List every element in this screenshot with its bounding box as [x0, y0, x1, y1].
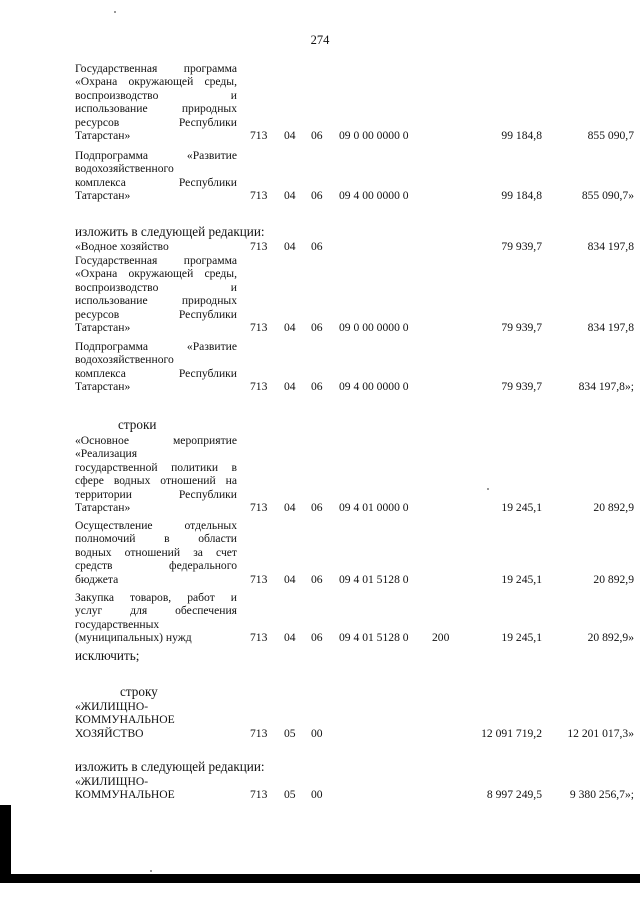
cell-sum2: 9 380 256,7»;	[569, 788, 634, 802]
description-line: Государственная программа	[75, 62, 237, 75]
cell-code: 713	[250, 631, 268, 645]
description-line: средств федерального	[75, 559, 237, 573]
cell-code: 713	[250, 572, 268, 586]
description-line: Подпрограмма «Развитие	[75, 149, 237, 162]
cell-sum1: 12 091 719,2	[481, 726, 542, 740]
cell-sum1: 79 939,7	[501, 240, 542, 253]
row-description	[75, 591, 237, 645]
cell-rz: 04	[284, 380, 296, 394]
description-line: услуг для обеспечения	[75, 604, 237, 618]
description-line: комплекса Республики	[75, 366, 237, 380]
cell-pr: 06	[311, 631, 323, 645]
cell-pr: 06	[311, 240, 323, 253]
description-line: «Основное мероприятие	[75, 434, 237, 447]
description-line: «Реализация	[75, 447, 138, 461]
description-line: использование природных	[75, 102, 237, 116]
row-description	[75, 62, 237, 142]
description-line: воспроизводство и	[75, 88, 237, 102]
description-line: водохозяйственного	[75, 162, 174, 176]
cell-code: 713	[250, 321, 268, 334]
cell-sum2: 20 892,9	[593, 501, 634, 514]
description-line: водохозяйственного	[75, 353, 174, 367]
cell-code: 713	[250, 501, 268, 514]
cell-rz: 04	[284, 240, 296, 253]
scan-border-left	[0, 805, 11, 883]
description-line: Татарстан»	[75, 129, 131, 143]
description-line: ресурсов Республики	[75, 115, 237, 129]
description-line: «Охрана окружающей среды,	[75, 267, 237, 281]
description-line: комплекса Республики	[75, 175, 237, 189]
cell-sum1: 19 245,1	[501, 572, 542, 586]
description-line: «ЖИЛИЩНО-	[75, 775, 149, 788]
cell-csr: 09 0 00 0000 0	[339, 129, 409, 142]
cell-rz: 04	[284, 501, 296, 514]
cell-pr: 00	[311, 788, 323, 802]
description-line: водных отношений за счет	[75, 545, 237, 559]
cell-csr: 09 0 00 0000 0	[339, 321, 409, 334]
scan-border-bottom	[0, 874, 640, 883]
cell-sum2: 834 197,8	[587, 240, 634, 253]
row-description	[75, 340, 237, 394]
cell-pr: 06	[311, 321, 323, 334]
description-line: Осуществление отдельных	[75, 519, 237, 532]
cell-code: 713	[250, 240, 268, 253]
cell-rz: 05	[284, 726, 296, 740]
cell-sum1: 79 939,7	[501, 321, 542, 334]
cell-pr: 06	[311, 129, 323, 142]
description-line: Закупка товаров, работ и	[75, 591, 237, 604]
instruction-label: исключить;	[75, 648, 140, 663]
description-line: сфере водных отношений на	[75, 474, 237, 488]
cell-code: 713	[250, 129, 268, 142]
cell-sum1: 99 184,8	[501, 189, 542, 203]
instruction-label: изложить в следующей редакции:	[75, 759, 265, 774]
description-line: использование природных	[75, 294, 237, 308]
row-description	[75, 519, 237, 586]
cell-csr: 09 4 01 5128 0	[339, 631, 409, 645]
description-line: Татарстан»	[75, 501, 131, 515]
cell-csr: 09 4 01 0000 0	[339, 501, 409, 514]
description-line: Татарстан»	[75, 189, 131, 203]
instruction-label: изложить в следующей редакции:	[75, 224, 265, 239]
description-line: Татарстан»	[75, 321, 131, 335]
description-line: полномочий в области	[75, 532, 237, 546]
cell-pr: 06	[311, 380, 323, 394]
cell-csr: 09 4 00 0000 0	[339, 380, 409, 394]
cell-sum2: 855 090,7	[587, 129, 634, 142]
cell-pr: 06	[311, 501, 323, 514]
description-line: государственных	[75, 617, 160, 631]
cell-rz: 04	[284, 321, 296, 334]
description-line: ресурсов Республики	[75, 307, 237, 321]
cell-rz: 04	[284, 572, 296, 586]
row-description	[75, 149, 237, 203]
cell-sum2: 855 090,7»	[581, 189, 634, 203]
cell-sum1: 8 997 249,5	[486, 788, 542, 802]
row-description	[75, 254, 237, 334]
cell-sum1: 79 939,7	[501, 380, 542, 394]
cell-sum1: 19 245,1	[501, 501, 542, 514]
row-description	[75, 240, 237, 253]
description-line: Татарстан»	[75, 380, 131, 394]
description-line: Подпрограмма «Развитие	[75, 340, 237, 353]
cell-code: 713	[250, 726, 268, 740]
cell-pr: 00	[311, 726, 323, 740]
scan-speck	[487, 488, 489, 490]
cell-sum2: 20 892,9	[593, 572, 634, 586]
row-description	[75, 775, 237, 802]
cell-sum2: 834 197,8»;	[578, 380, 634, 394]
instruction-label: строку	[120, 684, 158, 699]
description-line: территории Республики	[75, 487, 237, 501]
description-line: Государственная программа	[75, 254, 237, 267]
cell-code: 713	[250, 380, 268, 394]
cell-sum2: 12 201 017,3»	[567, 726, 634, 740]
instruction-label: строки	[118, 417, 157, 432]
description-line: КОММУНАЛЬНОЕ	[75, 788, 175, 802]
scan-speck	[150, 870, 152, 872]
cell-csr: 09 4 00 0000 0	[339, 189, 409, 203]
cell-code: 713	[250, 788, 268, 802]
description-line: «ЖИЛИЩНО-	[75, 700, 149, 713]
cell-pr: 06	[311, 189, 323, 203]
description-line: государственной политики в	[75, 460, 237, 474]
description-line: «Водное хозяйство	[75, 240, 169, 253]
scan-speck	[114, 11, 116, 13]
cell-rz: 04	[284, 189, 296, 203]
cell-rz: 04	[284, 129, 296, 142]
description-line: КОММУНАЛЬНОЕ	[75, 713, 175, 727]
cell-csr: 09 4 01 5128 0	[339, 572, 409, 586]
cell-rz: 05	[284, 788, 296, 802]
description-line: бюджета	[75, 572, 119, 586]
description-line: воспроизводство и	[75, 280, 237, 294]
cell-sum1: 19 245,1	[501, 631, 542, 645]
cell-pr: 06	[311, 572, 323, 586]
cell-rz: 04	[284, 631, 296, 645]
description-line: «Охрана окружающей среды,	[75, 75, 237, 89]
description-line: (муниципальных) нужд	[75, 631, 192, 645]
row-description	[75, 700, 237, 740]
cell-vr: 200	[432, 631, 450, 645]
description-line: ХОЗЯЙСТВО	[75, 726, 144, 740]
row-description	[75, 434, 237, 514]
cell-code: 713	[250, 189, 268, 203]
cell-sum1: 99 184,8	[501, 129, 542, 142]
cell-sum2: 20 892,9»	[587, 631, 634, 645]
page-number: 274	[310, 33, 330, 47]
cell-sum2: 834 197,8	[587, 321, 634, 334]
